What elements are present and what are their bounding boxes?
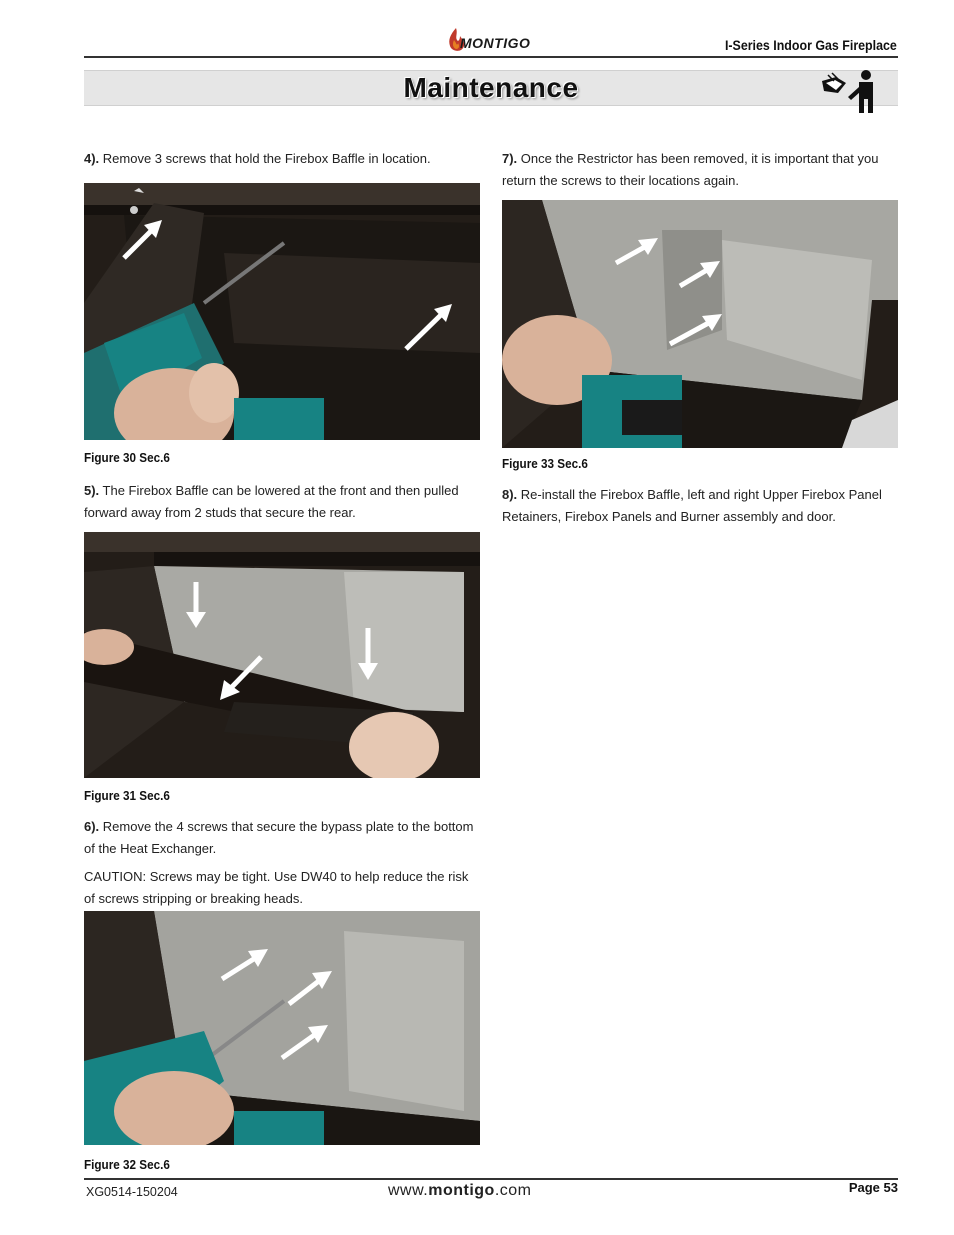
step-8-text [502,484,898,528]
step-6-body: Remove the 4 screws that secure the bypass plate to the bottom of the Heat Exchanger. [84,819,474,856]
page-number: Page 53 [848,1180,898,1195]
step-6-text [84,816,480,860]
section-title: Maintenance [403,72,579,103]
step-5-body: The Firebox Baffle can be lowered at the front and then pulled forward away from 2 studs that secure the rear. [84,483,459,520]
figure-32-photo [84,911,480,1145]
figure-33-caption: Figure 33 Sec.6 [502,456,588,471]
header-rule [84,56,898,58]
figure-32-caption: Figure 32 Sec.6 [84,1157,170,1172]
website-suffix: .com [494,1182,532,1199]
step-7-text [502,148,898,192]
brand-name: MONTIGO [460,35,531,51]
website-prefix: www. [388,1182,429,1199]
step-4-body: Remove 3 screws that hold the Firebox Baffle in location. [99,151,431,166]
figure-30-caption: Figure 30 Sec.6 [84,450,170,465]
step-5-text [84,480,480,524]
figure-30-photo [84,183,480,440]
document-title: I-Series Indoor Gas Fireplace [725,38,897,53]
figure-31-caption: Figure 31 Sec.6 [84,788,170,803]
footer-rule [84,1178,898,1180]
figure-33-photo [502,200,898,448]
step-7-body: Once the Restrictor has been removed, it is important that you return the screws to their locations again. [502,151,879,188]
caution-text: CAUTION: Screws may be tight. Use DW40 to help reduce the risk of screws stripping or breaking heads. [84,869,469,906]
step-7-number: 7). [502,151,518,166]
step-6-number: 6). [84,819,100,834]
brand-logo [446,26,546,54]
step-8-body: Re-install the Firebox Baffle, left and right Upper Firebox Panel Retainers, Firebox Panels and Burner assembly and door. [502,487,882,524]
step-8-number: 8). [502,487,518,502]
step-5-number: 5). [84,483,100,498]
read-manual-icon [818,69,876,113]
website-brand: montigo [428,1182,495,1199]
section-banner [84,70,898,106]
step-4-text [84,148,480,170]
step-4-number: 4). [84,151,100,166]
document-code: XG0514-150204 [86,1185,178,1199]
website-link[interactable] [388,1182,532,1200]
figure-31-photo [84,532,480,778]
